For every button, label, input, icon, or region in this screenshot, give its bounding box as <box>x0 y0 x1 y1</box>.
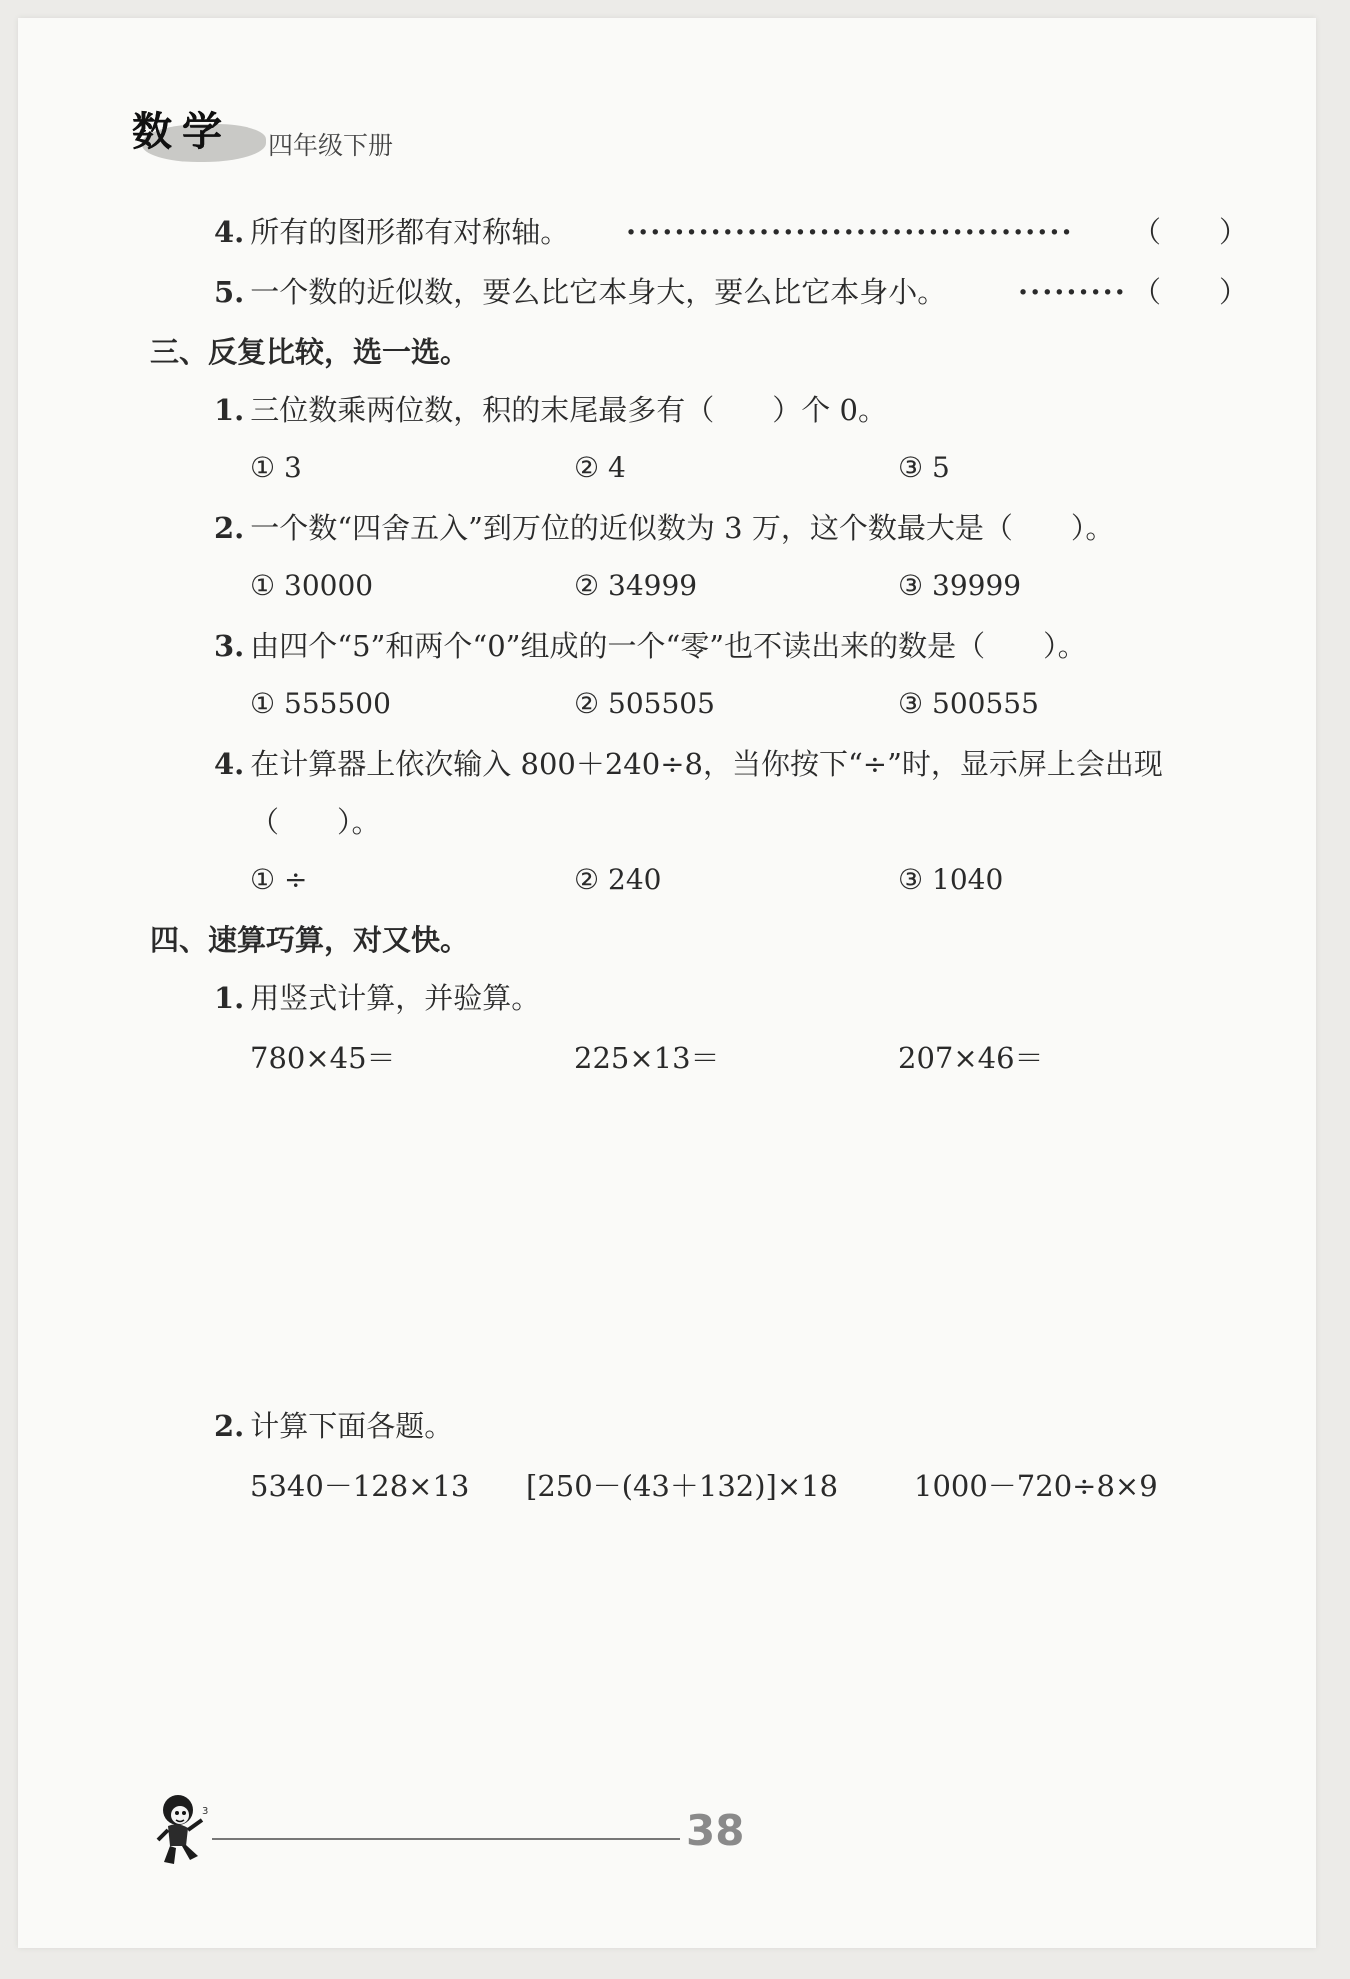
judge-item-5-dots: ········· <box>1018 275 1127 309</box>
choice-3-option-2[interactable]: ② 505505 <box>574 687 715 720</box>
judge-item-4-answer-bracket[interactable]: （ ） <box>1132 215 1249 249</box>
subject-title: 数学 <box>132 109 232 155</box>
judge-item-5: 5. 一个数的近似数，要么比它本身大，要么比它本身小。 <box>214 275 947 309</box>
svg-text:3: 3 <box>202 1806 209 1817</box>
choice-4-option-1[interactable]: ① ÷ <box>250 863 308 896</box>
grade-subtitle: 四年级下册 <box>268 131 394 160</box>
choice-4-option-3[interactable]: ③ 1040 <box>898 863 1004 896</box>
footer-rule <box>212 1838 680 1840</box>
vertical-calc-2: 225×13＝ <box>574 1041 720 1075</box>
choice-1-option-1[interactable]: ① 3 <box>250 451 302 484</box>
mixed-calc-3: 1000－720÷8×9 <box>914 1469 1158 1503</box>
choice-1-option-2[interactable]: ② 4 <box>574 451 626 484</box>
choice-3-option-3[interactable]: ③ 500555 <box>898 687 1039 720</box>
choice-2-option-1[interactable]: ① 30000 <box>250 569 374 602</box>
choice-question-1: 1. 三位数乘两位数，积的末尾最多有（ ）个 0。 <box>214 393 887 427</box>
mixed-calc-2: [250－(43＋132)]×18 <box>526 1469 839 1503</box>
choice-question-3: 3. 由四个“5”和两个“0”组成的一个“零”也不读出来的数是（ ）。 <box>214 629 1087 663</box>
judge-item-5-answer-bracket[interactable]: （ ） <box>1132 275 1249 309</box>
choice-2-option-3[interactable]: ③ 39999 <box>898 569 1022 602</box>
section-3-title: 三、反复比较，选一选。 <box>150 335 470 369</box>
mascot-icon <box>150 1790 212 1870</box>
vertical-calc-1: 780×45＝ <box>250 1041 396 1075</box>
page-number: 38 <box>686 1806 745 1855</box>
choice-question-4: 4. 在计算器上依次输入 800＋240÷8，当你按下“÷”时，显示屏上会出现 <box>214 747 1163 781</box>
mixed-calc-1: 5340－128×13 <box>250 1469 470 1503</box>
calc-question-2: 2. 计算下面各题。 <box>214 1409 454 1443</box>
vertical-calc-3: 207×46＝ <box>898 1041 1044 1075</box>
calc-question-1: 1. 用竖式计算，并验算。 <box>214 981 541 1015</box>
choice-question-2: 2. 一个数“四舍五入”到万位的近似数为 3 万，这个数最大是（ ）。 <box>214 511 1115 545</box>
choice-question-4-answer-bracket[interactable]: （ ）。 <box>250 805 381 839</box>
judge-item-4-dots: ····································· <box>626 215 1074 249</box>
choice-1-option-3[interactable]: ③ 5 <box>898 451 950 484</box>
choice-2-option-2[interactable]: ② 34999 <box>574 569 698 602</box>
choice-3-option-1[interactable]: ① 555500 <box>250 687 391 720</box>
section-4-title: 四、速算巧算，对又快。 <box>150 923 470 957</box>
choice-4-option-2[interactable]: ② 240 <box>574 863 662 896</box>
judge-item-4: 4. 所有的图形都有对称轴。 <box>214 215 570 249</box>
